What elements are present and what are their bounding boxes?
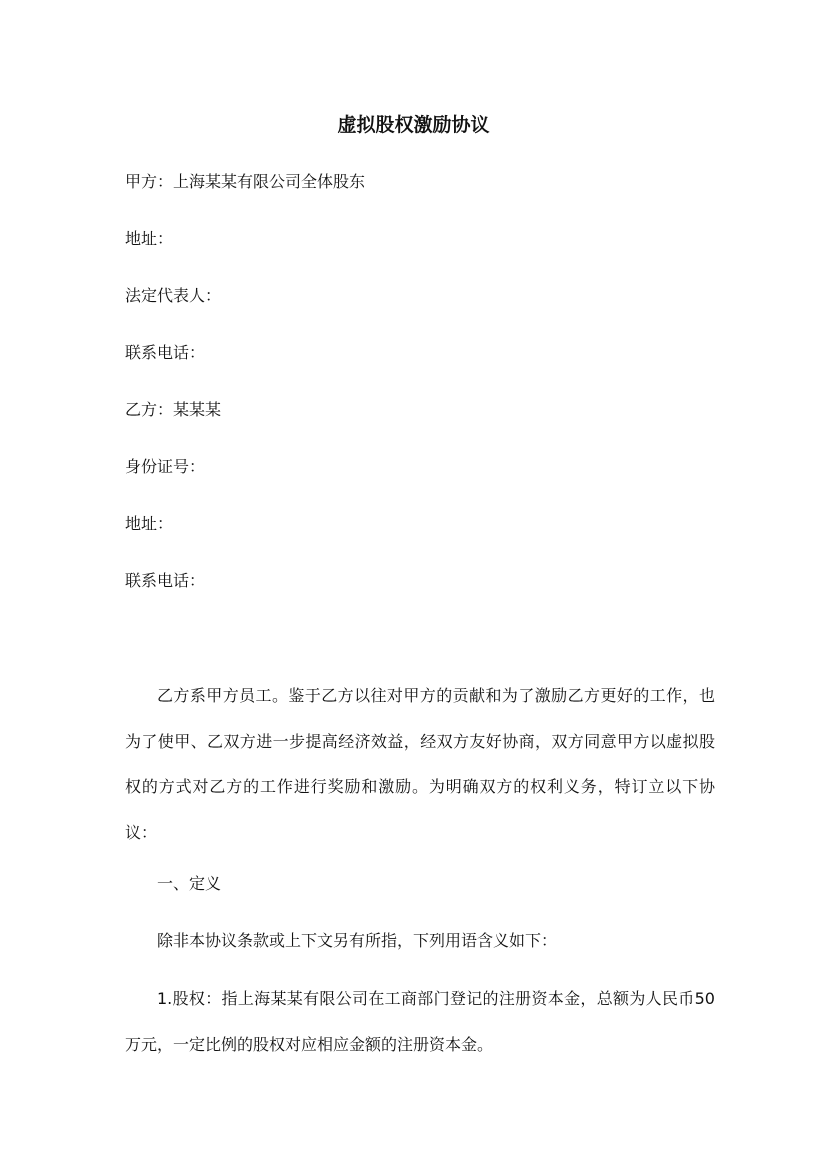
party-b-id-line: 身份证号： (125, 457, 206, 476)
party-a-phone-line: 联系电话： (125, 343, 206, 362)
document-title: 虚拟股权激励协议 (337, 114, 490, 136)
party-b-line: 乙方：某某某 (125, 400, 222, 419)
section-1-intro: 除非本协议条款或上下文另有所指，下列用语含义如下： (157, 931, 558, 950)
party-b-phone-line: 联系电话： (125, 571, 206, 590)
party-a-address-line: 地址： (125, 229, 174, 248)
party-a-line: 甲方：上海某某有限公司全体股东 (125, 172, 366, 191)
preamble-paragraph: 乙方系甲方员工。鉴于乙方以往对甲方的贡献和为了激励乙方更好的工作，也为了使甲、乙双方进一步提高经济效益，经双方友好协商，双方同意甲方以虚拟股权的方式对乙方的工作进行奖励和激励。为明确双方的权利义务，特订立以下协议： (125, 686, 715, 842)
party-a-representative-line: 法定代表人： (125, 286, 222, 305)
party-b-address-line: 地址： (125, 514, 174, 533)
clause-1-paragraph: 1.股权：指上海某某有限公司在工商部门登记的注册资本金，总额为人民币50万元，一定比例的股权对应相应金额的注册资本金。 (125, 989, 715, 1054)
section-1-heading: 一、定义 (157, 874, 222, 893)
